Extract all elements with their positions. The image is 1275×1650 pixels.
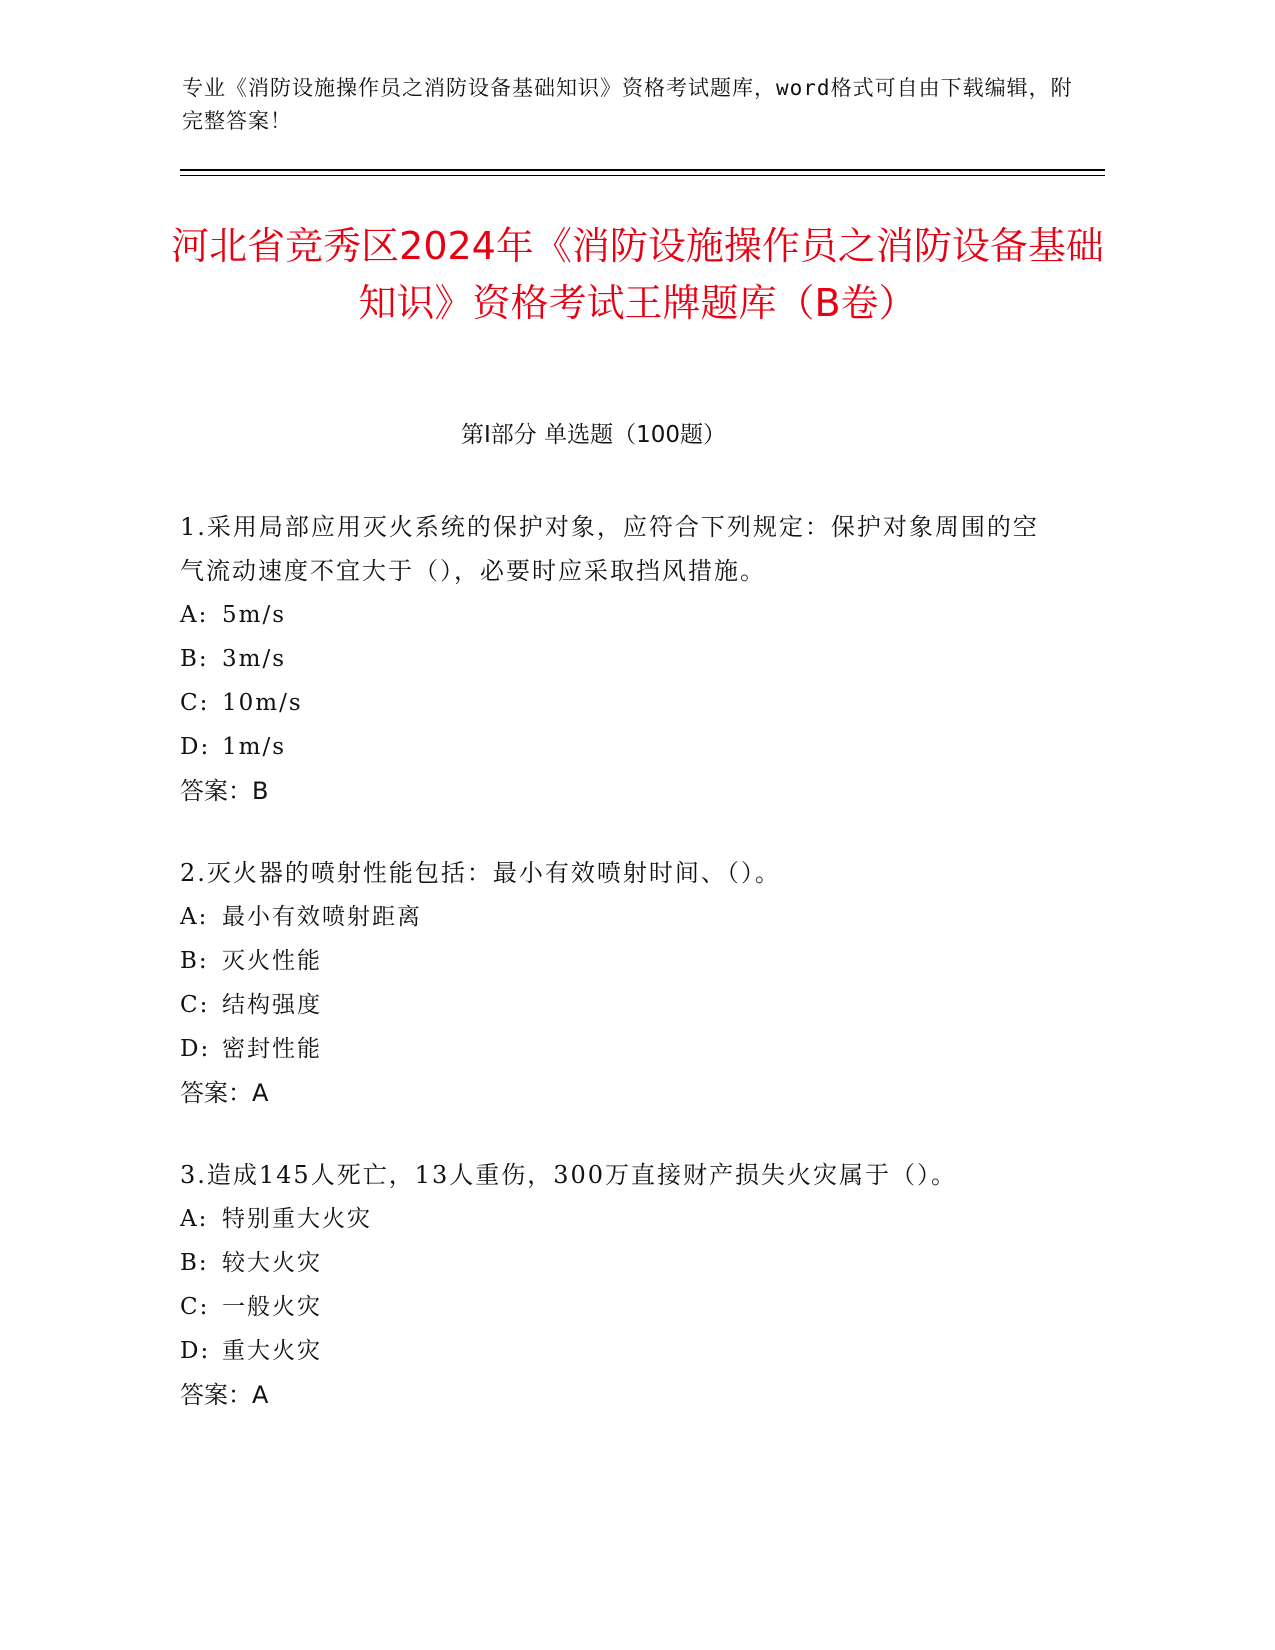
option-a <box>180 895 1040 939</box>
question-list <box>180 505 1040 1455</box>
option-letter: C: <box>180 690 210 716</box>
option-text: 密封性能 <box>222 1036 322 1062</box>
header-rule-thick <box>180 169 1105 171</box>
option-c <box>180 1285 1040 1329</box>
option-b <box>180 637 1040 681</box>
option-letter: D: <box>180 1338 211 1364</box>
option-text: 特别重大火灾 <box>222 1206 372 1232</box>
question-item <box>180 1153 1040 1417</box>
option-text: 一般火灾 <box>222 1294 322 1320</box>
option-letter: A: <box>180 904 209 930</box>
answer-line: 答案：A <box>180 1381 269 1409</box>
question-stem: 2.灭火器的喷射性能包括：最小有效喷射时间、（）。 <box>180 859 781 887</box>
option-letter: C: <box>180 1294 210 1320</box>
option-letter: C: <box>180 992 210 1018</box>
option-letter: D: <box>180 734 211 760</box>
option-d <box>180 1329 1040 1373</box>
question-item <box>180 505 1040 813</box>
option-text: 5m/s <box>222 602 286 628</box>
option-a <box>180 1197 1040 1241</box>
option-a <box>180 593 1040 637</box>
option-text: 较大火灾 <box>222 1250 322 1276</box>
option-letter: B: <box>180 948 209 974</box>
option-text: 灭火性能 <box>222 948 322 974</box>
document-title: 河北省竞秀区2024年《消防设施操作员之消防设备基础知识》资格考试王牌题库（B卷） <box>171 224 1104 325</box>
option-c <box>180 983 1040 1027</box>
option-text: 10m/s <box>222 690 303 716</box>
header-note: 专业《消防设施操作员之消防设备基础知识》资格考试题库，word格式可自由下载编辑，附完整答案！ <box>182 76 1073 133</box>
question-stem: 3.造成145人死亡，13人重伤，300万直接财产损失火灾属于（）。 <box>180 1161 958 1189</box>
option-text: 最小有效喷射距离 <box>222 904 422 930</box>
option-d <box>180 1027 1040 1071</box>
option-b <box>180 1241 1040 1285</box>
option-b <box>180 939 1040 983</box>
option-text: 1m/s <box>222 734 286 760</box>
option-d <box>180 725 1040 769</box>
option-letter: A: <box>180 602 209 628</box>
option-letter: D: <box>180 1036 211 1062</box>
answer-line: 答案：B <box>180 777 269 805</box>
option-letter: B: <box>180 1250 209 1276</box>
question-item <box>180 851 1040 1115</box>
option-c <box>180 681 1040 725</box>
option-text: 3m/s <box>222 646 286 672</box>
section-title: 第I部分 单选题（100题） <box>461 422 726 448</box>
option-text: 结构强度 <box>222 992 322 1018</box>
option-text: 重大火灾 <box>222 1338 322 1364</box>
question-stem: 1.采用局部应用灭火系统的保护对象，应符合下列规定：保护对象周围的空气流动速度不宜大于（），必要时应采取挡风措施。 <box>180 513 1039 585</box>
option-letter: A: <box>180 1206 209 1232</box>
answer-line: 答案：A <box>180 1079 269 1107</box>
option-letter: B: <box>180 646 209 672</box>
header-rule-thin <box>180 175 1105 176</box>
